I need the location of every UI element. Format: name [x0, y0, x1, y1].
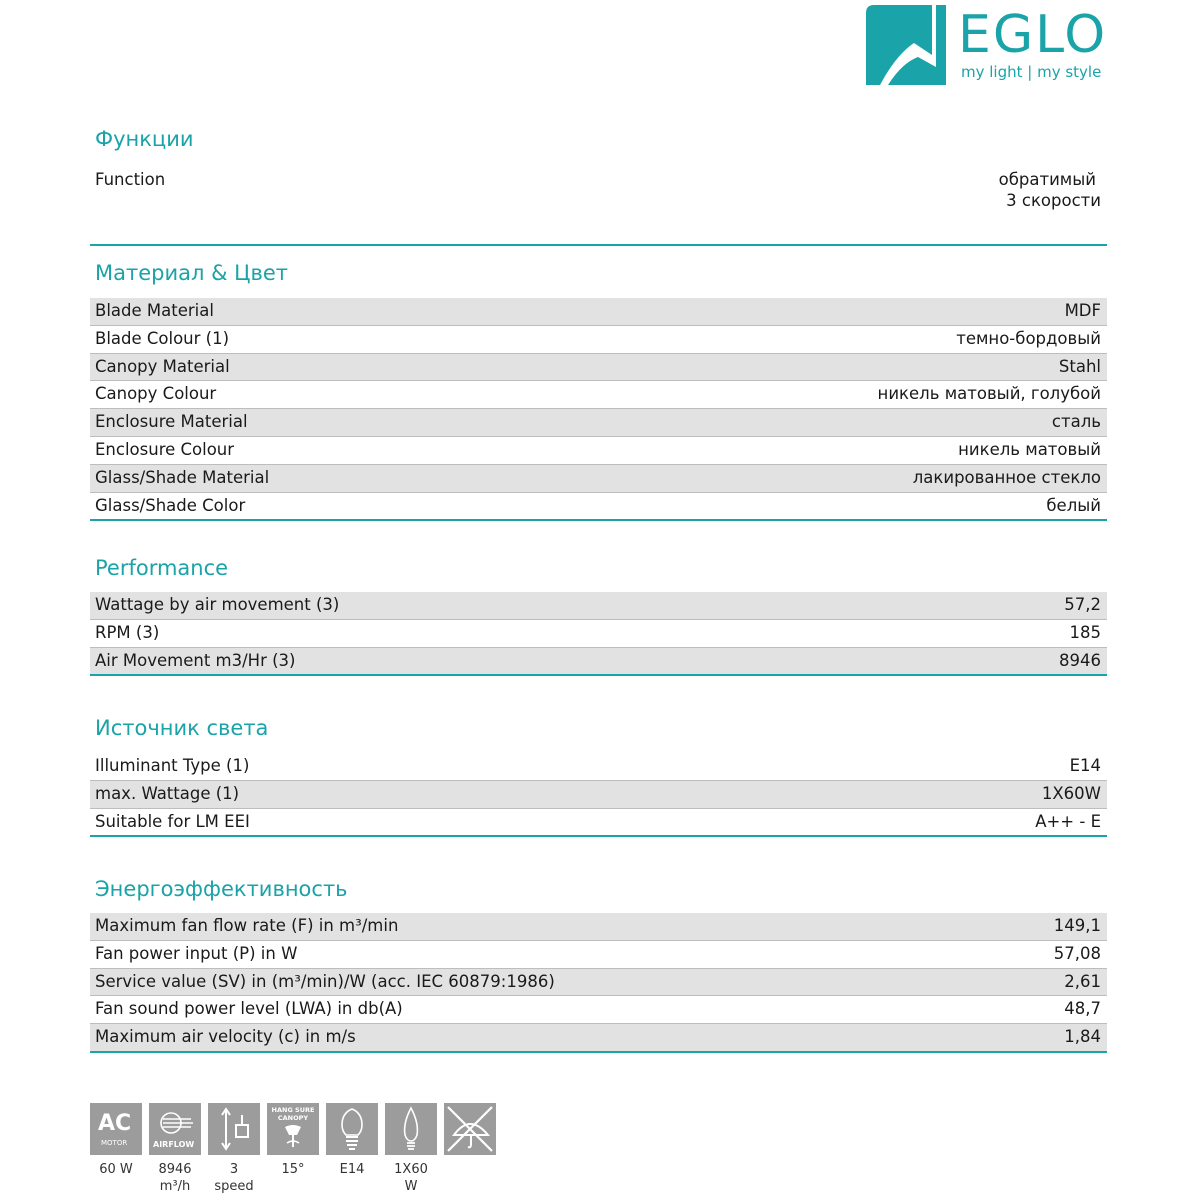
- icon-label: E14: [339, 1162, 365, 1177]
- icon-label: [149, 1161, 201, 1195]
- row-value: 185: [1069, 622, 1101, 642]
- table-row: [90, 780, 1107, 808]
- row-value: 1,84: [1064, 1027, 1101, 1047]
- row-label: Enclosure Colour: [95, 439, 235, 459]
- e14-bulb-icon: [326, 1103, 378, 1155]
- no-damp-location-tile: [444, 1103, 496, 1155]
- function-section: [90, 126, 1107, 210]
- eglo-logo: [866, 5, 1116, 87]
- row-value: никель матовый, голубой: [877, 384, 1101, 404]
- icon-label: [385, 1161, 437, 1195]
- row-label: Air Movement m3/Hr (3): [95, 650, 296, 670]
- table-row: [90, 647, 1107, 675]
- row-value: E14: [1069, 756, 1101, 775]
- table-row: [90, 353, 1107, 381]
- section-title: Материал & Цвет: [95, 261, 288, 285]
- table-row: [90, 1023, 1107, 1051]
- row-label: Maximum fan flow rate (F) in m³/min: [95, 916, 399, 935]
- row-value: белый: [1046, 495, 1101, 515]
- airflow-icon: [149, 1103, 201, 1155]
- eglo-logo-mark-icon: [866, 5, 946, 85]
- function-label: Function: [95, 170, 166, 189]
- row-label: Blade Material: [95, 301, 214, 320]
- row-label: Service value (SV) in (m³/min)/W (acc. IEC 60879:1986): [95, 971, 555, 991]
- light-source-table: [90, 753, 1107, 837]
- table-row: [90, 436, 1107, 464]
- function-block: [90, 162, 1107, 246]
- row-label: Canopy Material: [95, 356, 230, 376]
- row-value: 57,08: [1053, 943, 1101, 963]
- row-value: 8946: [1059, 650, 1101, 670]
- ac-motor-icon: [90, 1103, 142, 1155]
- function-value: обратимый: [998, 170, 1096, 189]
- hang-sure-canopy-tile: [267, 1103, 319, 1178]
- icon-text: AIRFLOW: [153, 1140, 195, 1149]
- performance-section: [90, 555, 1107, 670]
- icon-label-line: m³/h: [159, 1179, 191, 1194]
- light-source-section: [90, 715, 1107, 831]
- table-row: [90, 464, 1107, 492]
- ac-motor-tile: [90, 1103, 142, 1178]
- candle-bulb-tile: [385, 1103, 437, 1195]
- candle-bulb-icon: [385, 1103, 437, 1155]
- no-damp-location-icon: [444, 1103, 496, 1155]
- table-row: [90, 913, 1107, 940]
- icon-label-line: speed: [214, 1179, 254, 1194]
- row-label: Glass/Shade Material: [95, 467, 270, 487]
- icon-label: [208, 1161, 260, 1195]
- table-row: [90, 380, 1107, 408]
- energy-section: [90, 876, 1107, 1047]
- row-value: никель матовый: [958, 439, 1101, 459]
- icon-label-line: 8946: [158, 1162, 192, 1177]
- row-value: 48,7: [1064, 999, 1101, 1019]
- table-row: [90, 298, 1107, 325]
- table-row: [90, 619, 1107, 647]
- table-row: [90, 808, 1107, 836]
- row-label: Canopy Colour: [95, 384, 217, 404]
- hang-sure-canopy-icon: [267, 1103, 319, 1155]
- row-value: MDF: [1064, 301, 1101, 320]
- row-value: 1X60W: [1041, 783, 1101, 803]
- section-title: Performance: [95, 556, 229, 580]
- table-row: [90, 592, 1107, 619]
- row-label: max. Wattage (1): [95, 783, 240, 803]
- table-row: [90, 940, 1107, 968]
- row-value: 57,2: [1064, 595, 1101, 614]
- section-title: Энергоэффективность: [95, 877, 348, 901]
- row-label: Maximum air velocity (c) in m/s: [95, 1027, 356, 1047]
- icon-label: 60 W: [99, 1162, 133, 1177]
- row-value: 149,1: [1053, 916, 1101, 935]
- row-label: Wattage by air movement (3): [95, 595, 340, 614]
- brand-name: EGLO: [958, 5, 1108, 65]
- speed-tile: [208, 1103, 260, 1195]
- brand-tagline: my light | my style: [961, 63, 1102, 81]
- section-title: Функции: [95, 127, 194, 151]
- icon-label-line: W: [404, 1179, 418, 1194]
- row-label: Suitable for LM EEI: [95, 811, 250, 831]
- table-row: [90, 325, 1107, 353]
- row-value: сталь: [1051, 412, 1101, 432]
- row-value: A++ - E: [1035, 811, 1101, 831]
- row-value: Stahl: [1058, 356, 1101, 376]
- icon-label-line: 1X60: [394, 1162, 428, 1177]
- table-row: [90, 995, 1107, 1023]
- icon-text: HANG SURE CANOPY: [271, 1106, 315, 1122]
- material-table: [90, 298, 1107, 521]
- row-label: RPM (3): [95, 622, 160, 642]
- function-value: 3 скорости: [1006, 191, 1101, 210]
- energy-table: [90, 913, 1107, 1053]
- section-title: Источник света: [95, 716, 269, 740]
- feature-icons: [90, 1103, 510, 1198]
- table-row: [90, 492, 1107, 520]
- e14-bulb-tile: [326, 1103, 378, 1178]
- row-label: Glass/Shade Color: [95, 495, 246, 515]
- icon-subtext: MOTOR: [101, 1139, 128, 1147]
- icon-label-line: 3: [229, 1162, 239, 1177]
- speed-icon: [208, 1103, 260, 1155]
- icon-label: 15°: [281, 1162, 305, 1177]
- row-value: темно-бордовый: [956, 328, 1101, 348]
- row-label: Fan power input (P) in W: [95, 943, 298, 963]
- row-label: Fan sound power level (LWA) in db(A): [95, 999, 403, 1019]
- table-row: [90, 753, 1107, 780]
- row-value: 2,61: [1064, 971, 1101, 991]
- row-value: лакированное стекло: [912, 467, 1101, 487]
- performance-table: [90, 592, 1107, 676]
- row-label: Blade Colour (1): [95, 328, 230, 348]
- material-section: [90, 260, 1107, 515]
- airflow-tile: [149, 1103, 201, 1195]
- row-label: Illuminant Type (1): [95, 756, 250, 775]
- icon-text: AC: [98, 1111, 132, 1136]
- table-row: [90, 408, 1107, 436]
- row-label: Enclosure Material: [95, 412, 248, 432]
- table-row: [90, 968, 1107, 996]
